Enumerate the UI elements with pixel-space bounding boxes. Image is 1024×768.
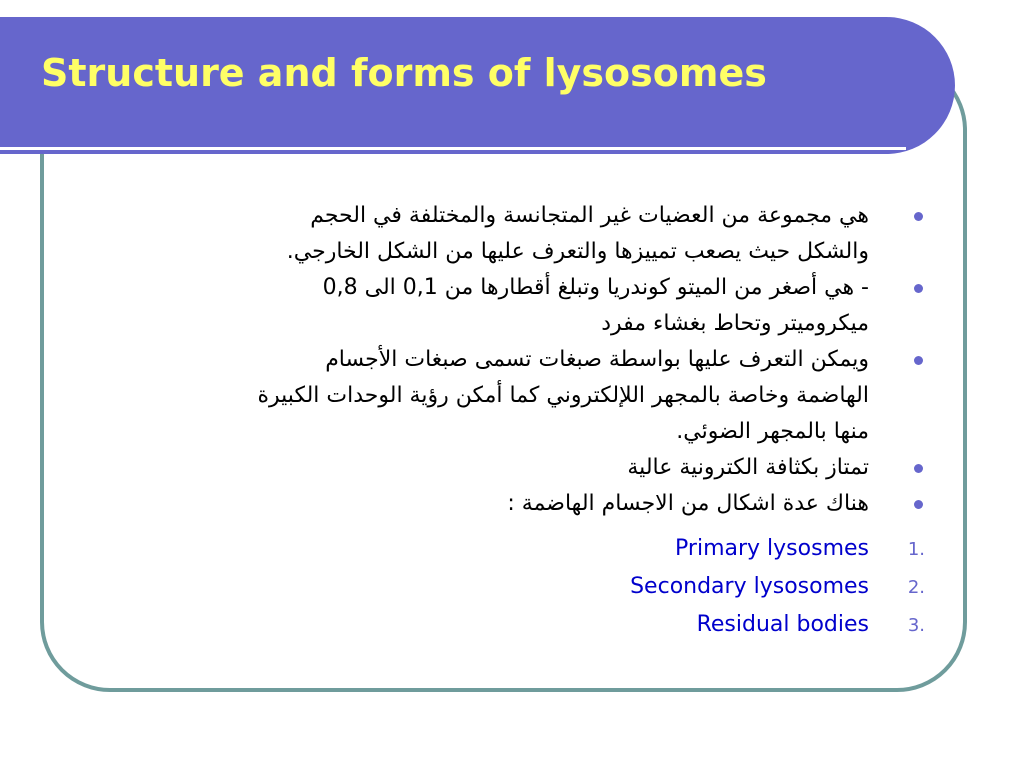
bullet-list <box>89 198 869 522</box>
bullet-line: والشكل حيث يصعب تمييزها والتعرف عليها من الشكل الخارجي. <box>286 239 869 264</box>
bullet-line: منها بالمجهر الضوئي. <box>676 419 869 444</box>
bullet-item <box>89 486 869 522</box>
bullet-icon <box>914 500 923 509</box>
bullet-icon <box>914 212 923 221</box>
number-marker: 1. <box>907 539 925 560</box>
bullet-item <box>89 198 869 270</box>
bullet-icon <box>914 356 923 365</box>
numbered-list <box>89 530 925 644</box>
bullet-item <box>89 270 869 342</box>
numbered-item-label: Primary lysosmes <box>675 536 869 561</box>
bullet-icon <box>914 284 923 293</box>
bullet-line: الهاضمة وخاصة بالمجهر اللإلكتروني كما أمكن رؤية الوحدات الكبيرة <box>257 383 869 408</box>
bullet-line: - هي أصغر من الميتو كوندريا وتبلغ أقطارها من 0,1 الى 0,8 <box>322 275 869 300</box>
bullet-line: هناك عدة اشكال من الاجسام الهاضمة : <box>507 491 869 516</box>
title-underline <box>0 147 906 150</box>
number-marker: 3. <box>907 615 925 636</box>
bullet-icon <box>914 464 923 473</box>
numbered-item-label: Residual bodies <box>696 612 869 637</box>
numbered-item-label: Secondary lysosomes <box>630 574 869 599</box>
numbered-item <box>89 606 925 644</box>
bullet-item <box>89 342 869 450</box>
bullet-line: ميكروميتر وتحاط بغشاء مفرد <box>601 311 869 336</box>
numbered-item <box>89 530 925 568</box>
numbered-item <box>89 568 925 606</box>
bullet-line: ويمكن التعرف عليها بواسطة صبغات تسمى صبغات الأجسام <box>325 347 869 372</box>
slide-title: Structure and forms of lysosomes <box>41 51 767 95</box>
bullet-item <box>89 450 869 486</box>
number-marker: 2. <box>907 577 925 598</box>
bullet-line: هي مجموعة من العضيات غير المتجانسة والمختلفة في الحجم <box>310 203 869 228</box>
bullet-line: تمتاز بكثافة الكترونية عالية <box>627 455 869 480</box>
